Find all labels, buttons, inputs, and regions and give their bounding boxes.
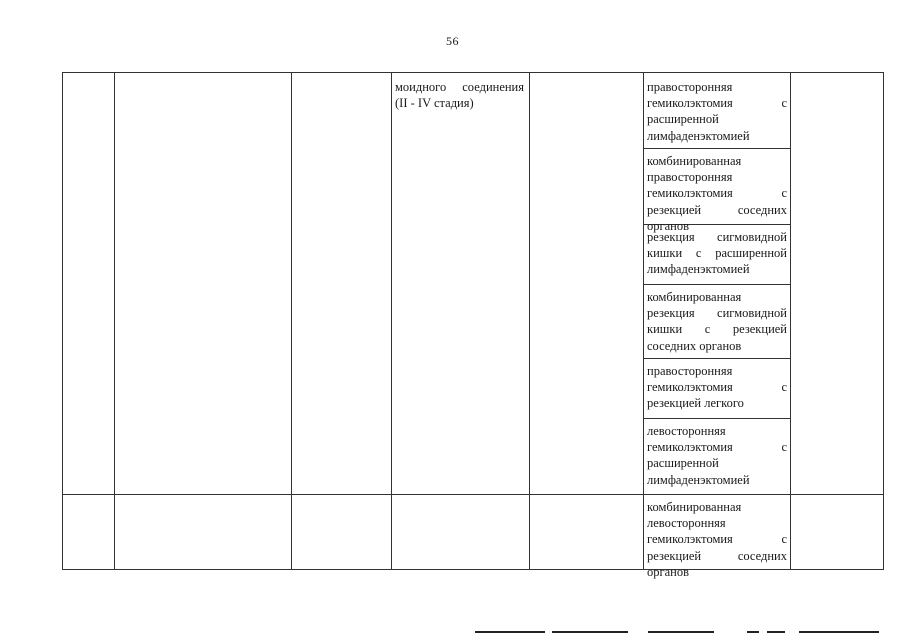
column-divider (291, 72, 292, 570)
treatment-table (62, 72, 884, 579)
table-border-top (62, 72, 884, 73)
row-divider (62, 494, 884, 495)
scan-artifact-line (648, 631, 714, 633)
column-divider (643, 72, 644, 570)
treatment-cell: комбинированная левосторонняя гемиколэктомия с резекцией соседних органов (647, 500, 787, 579)
treatment-cell-divider (643, 418, 791, 419)
treatment-cell-divider (643, 148, 791, 149)
column-divider (529, 72, 530, 570)
scan-artifact-line (747, 631, 759, 633)
column-divider (391, 72, 392, 570)
table-border-left (62, 72, 63, 570)
table-border-right (883, 72, 884, 570)
treatment-cell: правосторонняя гемиколэктомия с расширенной лимфаденэктомией (647, 80, 787, 143)
treatment-cell: резекция сигмовидной кишки с расширенной лимфаденэктомией (647, 230, 787, 277)
treatment-cell-divider (643, 358, 791, 359)
treatment-cell: комбинированная правосторонняя гемиколэктомия с резекцией соседних органов (647, 154, 787, 233)
treatment-cell: правосторонняя гемиколэктомия с резекцией легкого (647, 364, 787, 411)
scan-artifact-line (552, 631, 628, 633)
column-divider (790, 72, 791, 570)
scan-artifact-line (475, 631, 545, 633)
treatment-cell-divider (643, 284, 791, 285)
diagnosis-cell: моидного соединения (II - IV стадия) (395, 80, 524, 111)
treatment-cell: комбинированная резекция сигмовидной кишки с резекцией соседних органов (647, 290, 787, 353)
treatment-cell: левосторонняя гемиколэктомия с расширенной лимфаденэктомией (647, 424, 787, 487)
column-divider (114, 72, 115, 570)
scan-artifact-line (767, 631, 785, 633)
scan-artifact-line (799, 631, 879, 633)
page-number: 56 (446, 34, 459, 48)
